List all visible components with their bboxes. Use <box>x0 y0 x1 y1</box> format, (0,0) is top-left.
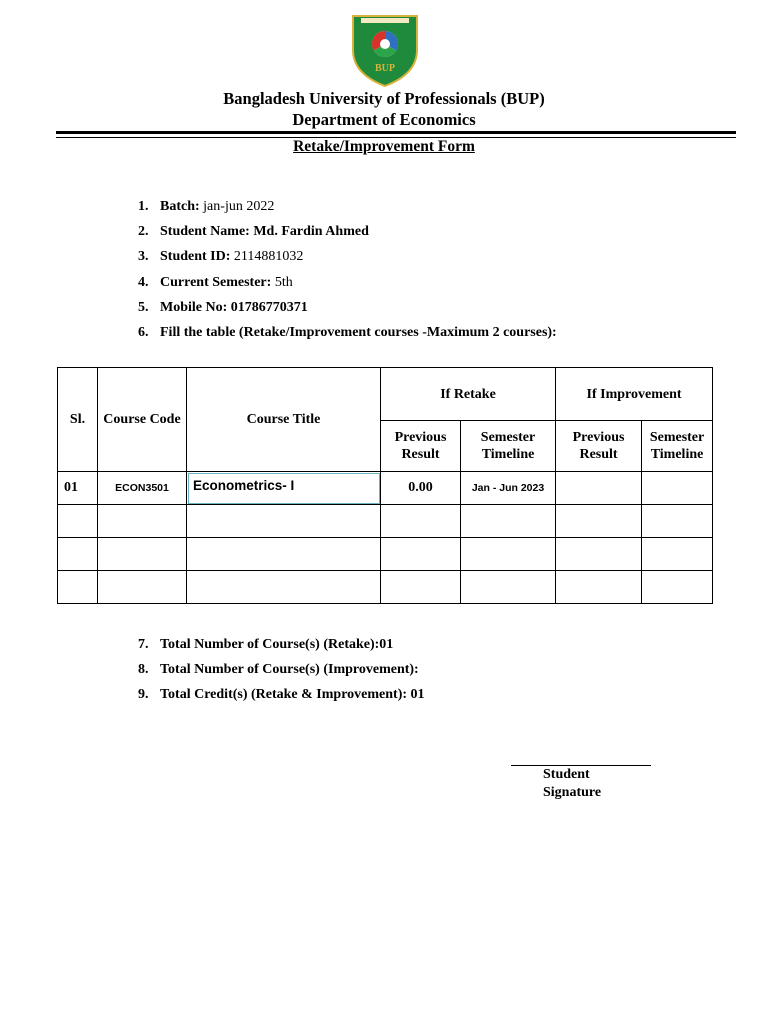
cell-improvement-semester-timeline <box>642 538 713 571</box>
cell-sl <box>58 571 98 604</box>
cell-sl <box>58 538 98 571</box>
cell-improvement-previous-result <box>556 472 642 505</box>
department-name: Department of Economics <box>292 110 476 129</box>
header-improvement-semester-timeline: Semester Timeline <box>642 421 713 472</box>
cell-course-code <box>98 571 187 604</box>
cell-improvement-previous-result <box>556 538 642 571</box>
cell-improvement-previous-result <box>556 505 642 538</box>
student-signature-label: Student Signature <box>543 767 602 800</box>
field-student-id: 3. Student ID: 2114881032 <box>138 249 304 265</box>
header-course-title: Course Title <box>187 368 381 472</box>
cell-course-code <box>98 538 187 571</box>
header-sl: Sl. <box>58 368 98 472</box>
header-divider <box>56 131 736 134</box>
cell-improvement-semester-timeline <box>642 472 713 505</box>
batch-value: jan-jun 2022 <box>199 199 275 214</box>
cell-retake-previous-result <box>381 538 461 571</box>
student-name-value: Md. Fardin Ahmed <box>249 224 369 240</box>
header-course-code: Course Code <box>98 368 187 472</box>
cell-course-title <box>187 571 381 604</box>
bup-logo <box>349 10 421 88</box>
cell-retake-semester-timeline <box>461 505 556 538</box>
header-retake-semester-timeline: Semester Timeline <box>461 421 556 472</box>
table-row <box>58 538 713 571</box>
total-credits: 9. Total Credit(s) (Retake & Improvement): 01 <box>138 687 425 703</box>
header-if-improvement: If Improvement <box>556 368 713 421</box>
cell-retake-semester-timeline: Jan - Jun 2023 <box>461 472 556 505</box>
form-title: Retake/Improvement Form <box>293 138 475 155</box>
field-batch: 1. Batch: jan-jun 2022 <box>138 199 275 214</box>
cell-improvement-semester-timeline <box>642 571 713 604</box>
header-improvement-previous-result: Previous Result <box>556 421 642 472</box>
courses-table <box>57 367 713 604</box>
student-info-list <box>138 199 557 350</box>
current-semester-value: 5th <box>271 274 293 290</box>
student-id-value: 2114881032 <box>230 249 304 265</box>
university-name: Bangladesh University of Professionals (BUP) <box>223 89 545 108</box>
cell-course-code <box>98 505 187 538</box>
cell-course-title <box>187 505 381 538</box>
cell-course-title[interactable]: Econometrics- I <box>187 472 381 505</box>
field-student-name: 2. Student Name: Md. Fardin Ahmed <box>138 224 369 240</box>
cell-sl: 01 <box>58 472 98 505</box>
table-row <box>58 571 713 604</box>
header-retake-previous-result: Previous Result <box>381 421 461 472</box>
field-table-instruction: 6. Fill the table (Retake/Improvement courses -Maximum 2 courses): <box>138 324 557 340</box>
cell-course-title <box>187 538 381 571</box>
cell-retake-previous-result <box>381 571 461 604</box>
cell-improvement-previous-result <box>556 571 642 604</box>
logo-text: BUP <box>375 63 395 74</box>
cell-retake-previous-result <box>381 505 461 538</box>
table-row <box>58 505 713 538</box>
cell-retake-previous-result: 0.00 <box>381 472 461 505</box>
cell-improvement-semester-timeline <box>642 505 713 538</box>
field-mobile: 5. Mobile No: 01786770371 <box>138 299 308 315</box>
totals-list <box>138 637 425 713</box>
field-current-semester: 4. Current Semester: 5th <box>138 274 293 290</box>
table-row <box>58 472 713 505</box>
cell-sl <box>58 505 98 538</box>
cell-course-code: ECON3501 <box>98 472 187 505</box>
cell-retake-semester-timeline <box>461 571 556 604</box>
total-improvement-courses: 8. Total Number of Course(s) (Improvement): <box>138 662 419 678</box>
header-if-retake: If Retake <box>381 368 556 421</box>
mobile-value: 01786770371 <box>227 299 308 315</box>
total-retake-courses: 7. Total Number of Course(s) (Retake):01 <box>138 637 394 652</box>
cell-retake-semester-timeline <box>461 538 556 571</box>
